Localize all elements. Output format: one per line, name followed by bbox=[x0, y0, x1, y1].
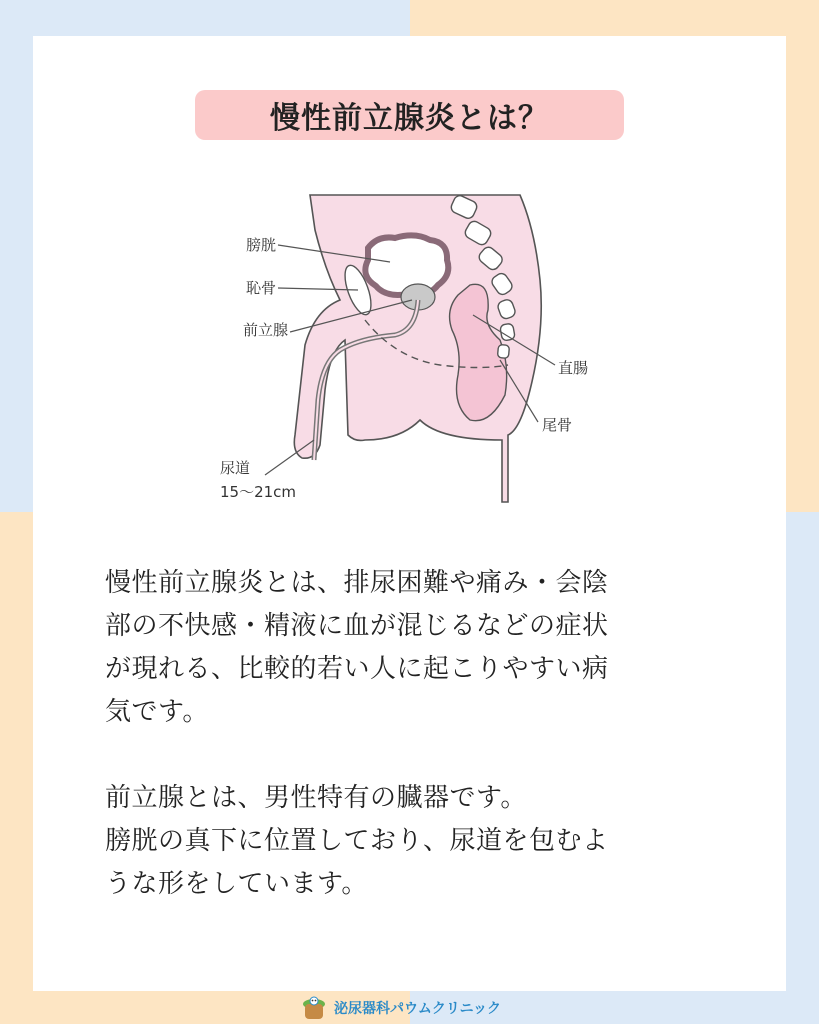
label-prostate: 前立腺 bbox=[242, 321, 288, 339]
anatomy-diagram bbox=[190, 190, 630, 510]
label-coccyx: 尾骨 bbox=[542, 416, 573, 434]
title-banner bbox=[195, 90, 624, 140]
label-urethra: 尿道 bbox=[220, 459, 251, 477]
clinic-name: 泌尿器科パウムクリニック bbox=[334, 1001, 502, 1017]
footer-brand bbox=[300, 994, 501, 1022]
page-title: 慢性前立腺炎とは？ bbox=[270, 101, 549, 136]
label-bladder: 膀胱 bbox=[245, 236, 276, 254]
paragraph-definition: 慢性前立腺炎とは、排尿困難や痛み・会陰 部の不快感・精液に血が混じるなどの症状 が現れる、比較的若い人に起こりやすい病 気です。 bbox=[105, 568, 609, 727]
label-rectum: 直腸 bbox=[558, 359, 589, 377]
paragraph-prostate: 前立腺とは、男性特有の臓器です。 膀胱の真下に位置しており、尿道を包むよ うな形をしています。 bbox=[105, 783, 609, 899]
body-text bbox=[105, 562, 715, 906]
label-pubic-bone: 恥骨 bbox=[245, 279, 276, 297]
tree-stump-mascot-icon bbox=[300, 995, 328, 1021]
bladder-shape bbox=[365, 235, 448, 295]
label-urethra-length: 15〜21cm bbox=[220, 483, 297, 501]
